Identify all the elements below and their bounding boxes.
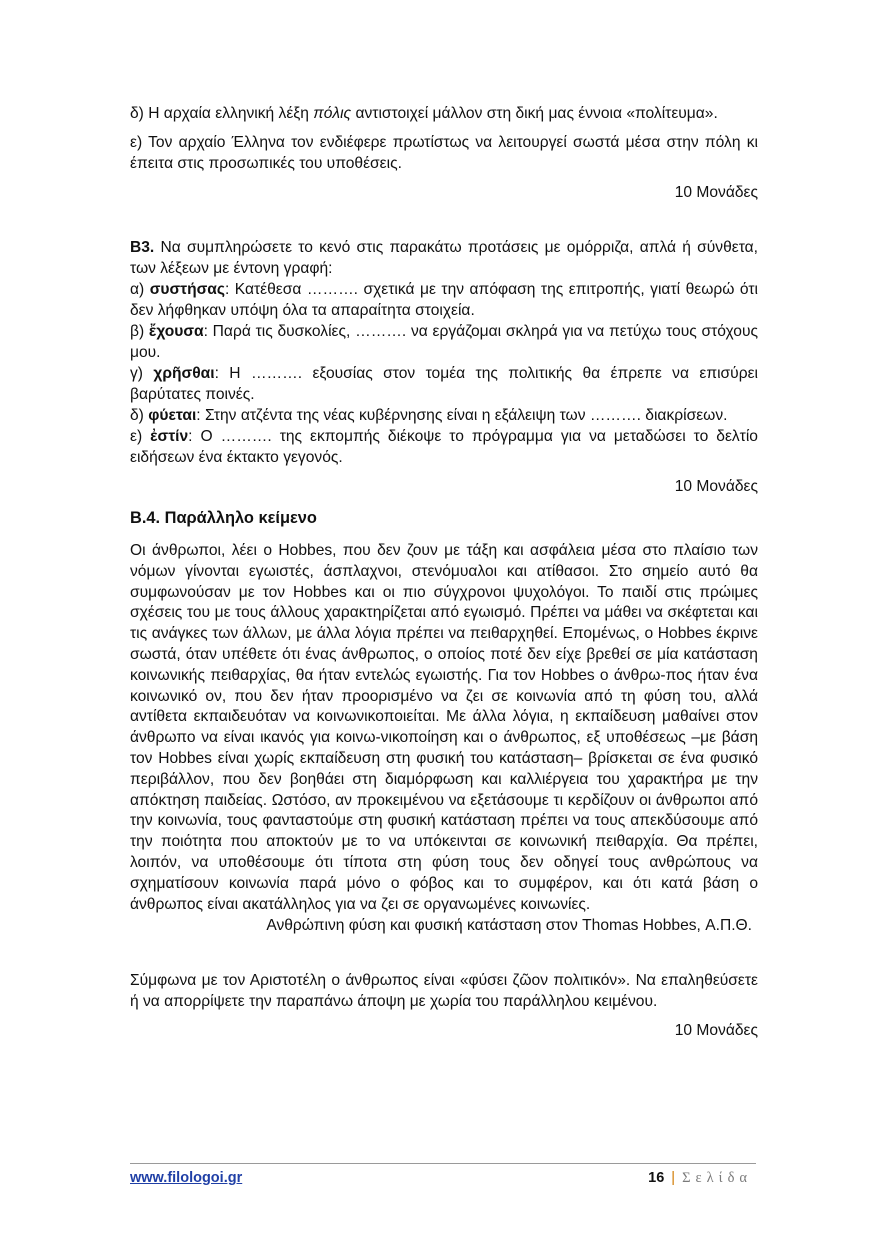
footer-site-link[interactable]: www.filologoi.gr [130,1170,243,1186]
b3-item-d [130,405,758,426]
question-b2-tail [130,103,758,203]
page-word: Σελίδα [682,1170,752,1186]
b3-item-b [130,321,758,363]
b3-item-d-text: : Στην ατζέντα της νέας κυβέρνησης είναι η εξάλειψη των ………. διακρίσεων. [196,407,728,424]
points-b3: 10 Μονάδες [674,478,758,495]
statement-d [130,103,758,124]
b4-source: Ανθρώπινη φύση και φυσική κατάσταση στον Thomas Hobbes, Α.Π.Θ. [266,917,752,935]
page-number: 16 [648,1170,665,1186]
page-separator: | [671,1170,676,1186]
b3-item-d-word: φύεται [148,407,197,424]
b3-item-e [130,426,758,468]
statement-d-suffix: αντιστοιχεί μάλλον στη δική μας έννοια «πολίτευμα». [351,105,718,122]
statement-d-prefix: δ) Η αρχαία ελληνική λέξη [130,105,314,122]
points-b2: 10 Μονάδες [674,184,758,201]
b4-heading: Β.4. Παράλληλο κείμενο [130,509,317,527]
b3-item-a-text: : Κατέθεσα ………. σχετικά με την απόφαση της επιτροπής, γιατί θεωρώ ότι δεν λήφθηκαν υπόψη όλα τα απαραίτητα στοιχεία. [130,281,758,319]
b3-item-c-prefix: γ) [130,365,154,382]
b3-label: Β3. [130,239,155,256]
b3-instruction [130,237,758,279]
b3-item-c [130,363,758,405]
question-b4 [130,507,758,1041]
page-content [130,103,758,1041]
b3-item-c-word: χρῆσθαι [153,365,215,382]
page-footer [130,1163,756,1186]
b3-item-e-text: : Ο ………. της εκπομπής διέκοψε το πρόγραμμα για να μεταδώσει το δελτίο ειδήσεων ένα έκτακτο γεγονός. [130,428,758,466]
b3-item-e-word: ἐστίν [150,428,189,445]
statement-d-emphasis: πόλις [313,105,352,122]
b3-item-a [130,279,758,321]
b4-parallel-text: Οι άνθρωποι, λέει ο Hobbes, που δεν ζουν με τάξη και ασφάλεια μέσα στο πλαίσιο των νόμων γίνονται εγωιστές, άσπλαχνοι, στενόμυαλοι και ατίθασοι. Στο σημείο αυτό θα συμφωνούσαν με τον Hobbes και οι πιο σύγχρονοι ψυχολόγοι. Το παιδί στις πρώιμες σχέσεις του με τους άλλους χαρακτηρίζεται από εγωισμό. Πρέπει να μάθει να σκέφτεται και τις ανάγκες των άλλων, με άλλα λόγια πρέπει να πειθαρχηθεί. Επομένως, ο Hobbes έκρινε σωστά, όταν υπέθετε ότι ένας άνθρωπος, ο οποίος ποτέ δεν είχε βρεθεί σε μία κατάσταση κοινωνικής πειθαρχίας, θα ήταν εντελώς εγωιστής. Για τον Hobbes ο άνθρω-πος ήταν ένα κοινωνικό ον, που δεν ήταν προορισμένο να ζει σε κοινωνία από τη φύση του, αλλά αντίθετα εκπαιδευόταν να κοινωνικοποιείται. Με άλλα λόγια, η εκπαίδευση μαθαίνει στον άνθρωπο να είναι ικανός για κοινω-νικοποίηση και ο άνθρωπος, εξ υποθέσεως –με βάση τον Hobbes είναι χωρίς εκπαίδευση στη φυσική του κατάσταση– βρίσκεται σε ένα φυσικό περιβάλλον, που δεν βοηθάει στη διαμόρφωση και καλλιέργεια του χαρακτήρα με την απόκτηση παιδείας. Ωστόσο, αν προκειμένου να εξετάσουμε τι κερδίζουν οι άνθρωποι από την κοινωνία, τους φανταστούμε στη φυσική κατάσταση πρέπει να τους απεκδύσουμε από την ποιότητα που αποκτούν με το να υπόκεινται σε κοινωνική πειθαρχία. Θα πρέπει, λοιπόν, να υποθέσουμε ότι τίποτα στη φύση τους δεν οδηγεί τους ανθρώπους να σχηματίσουν κοινωνία παρά μόνο ο φόβος και το συμφέρον, και ότι κατά βάση ο άνθρωπος είναι ακατάλληλος για να ζει σε οργανωμένες κοινωνίες. [130,542,758,913]
b3-item-b-prefix: β) [130,323,149,340]
question-b3 [130,237,758,497]
b3-item-a-prefix: α) [130,281,150,298]
b3-item-a-word: συστήσας [149,281,225,298]
b3-item-b-word: ἔχουσα [148,323,204,340]
statement-e: ε) Τον αρχαίο Έλληνα τον ενδιέφερε πρωτίστως να λειτουργεί σωστά μέσα στην πόλη κι έπειτα στις προσωπικές του υποθέσεις. [130,134,758,172]
page-number-block [648,1170,752,1187]
points-b4: 10 Μονάδες [674,1022,758,1040]
b4-question: Σύμφωνα με τον Αριστοτέλη ο άνθρωπος είναι «φύσει ζῶον πολιτικόν». Να επαληθεύσετε ή να απορρίψετε την παραπάνω άποψη με χωρία του παράλληλου κειμένου. [130,972,758,1011]
b3-item-c-text: : Η ………. εξουσίας στον τομέα της πολιτικής θα έπρεπε να επισύρει βαρύτατες ποινές. [130,365,758,403]
b3-item-d-prefix: δ) [130,407,149,424]
b3-instruction-text: Να συμπληρώσετε το κενό στις παρακάτω προτάσεις με ομόρριζα, απλά ή σύνθετα, των λέξεων με έντονη γραφή: [130,239,758,277]
b3-item-b-text: : Παρά τις δυσκολίες, ………. να εργάζομαι σκληρά για να πετύχω τους στόχους μου. [130,323,759,361]
b3-item-e-prefix: ε) [130,428,151,445]
